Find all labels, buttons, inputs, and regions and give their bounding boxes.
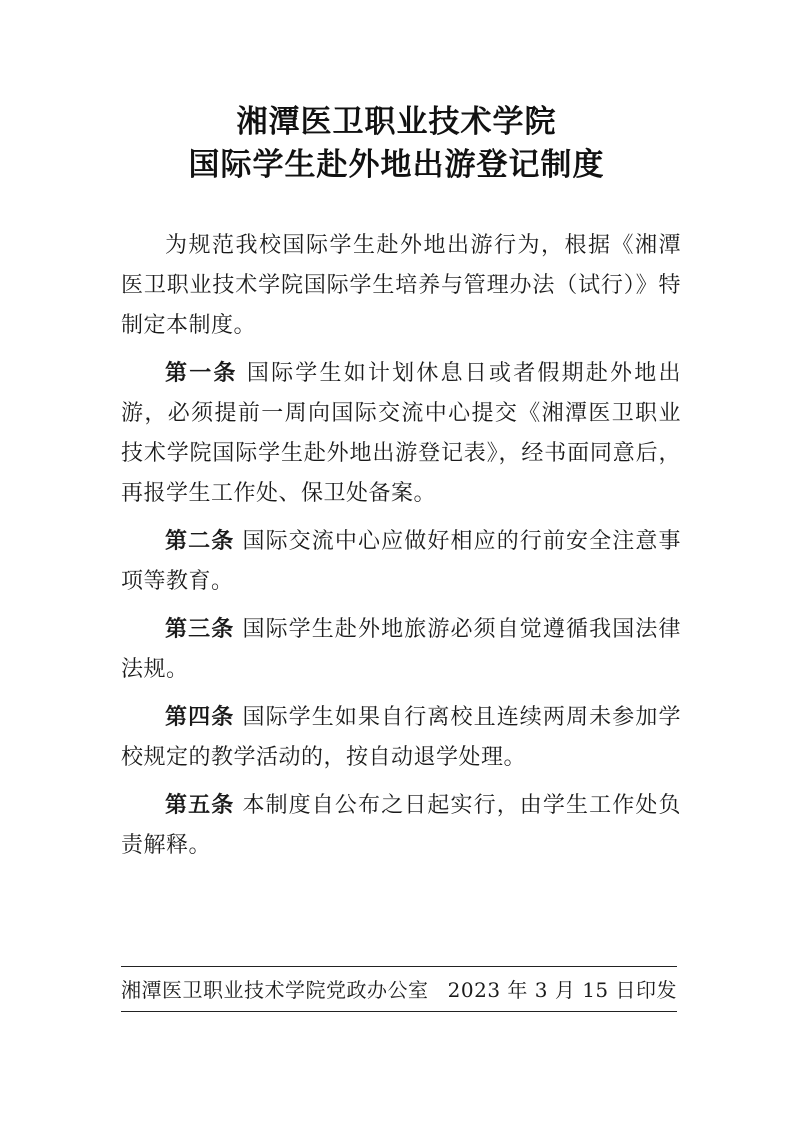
article-1-label: 第一条 bbox=[165, 361, 238, 386]
article-3-text: 国际学生赴外地旅游必须自觉遵循我国法律法规。 bbox=[121, 617, 681, 682]
article-4-text: 国际学生如果自行离校且连续两周未参加学校规定的教学活动的，按自动退学处理。 bbox=[121, 705, 681, 770]
article-3-label: 第三条 bbox=[165, 617, 235, 642]
document-title-line2: 国际学生赴外地出游登记制度 bbox=[188, 147, 605, 183]
article-5-text: 本制度自公布之日起实行，由学生工作处负责解释。 bbox=[121, 793, 681, 858]
article-4-label: 第四条 bbox=[165, 705, 235, 730]
preamble-paragraph: 为规范我校国际学生赴外地出游行为，根据《湘潭医卫职业技术学院国际学生培养与管理办法（试行）》特制定本制度。 bbox=[121, 233, 681, 338]
article-4 bbox=[121, 698, 681, 778]
document-title-line1: 湘潭医卫职业技术学院 bbox=[236, 104, 557, 140]
footer-bottom-rule bbox=[121, 1011, 677, 1012]
footer-issuer: 湘潭医卫职业技术学院党政办公室 bbox=[121, 978, 429, 1002]
article-1 bbox=[121, 354, 681, 514]
document-body bbox=[121, 226, 681, 874]
footer-top-rule bbox=[121, 966, 677, 967]
footer-issue-date: 2023 年 3 月 15 日印发 bbox=[447, 978, 677, 1002]
article-1-text: 国际学生如计划休息日或者假期赴外地出游，必须提前一周向国际交流中心提交《湘潭医卫职业技术学院国际学生赴外地出游登记表》，经书面同意后，再报学生工作处、保卫处备案。 bbox=[121, 361, 681, 506]
article-3 bbox=[121, 610, 681, 690]
article-2-text: 国际交流中心应做好相应的行前安全注意事项等教育。 bbox=[121, 529, 681, 594]
article-5 bbox=[121, 786, 681, 866]
article-2 bbox=[121, 522, 681, 602]
article-5-label: 第五条 bbox=[165, 793, 235, 818]
article-2-label: 第二条 bbox=[165, 529, 235, 554]
